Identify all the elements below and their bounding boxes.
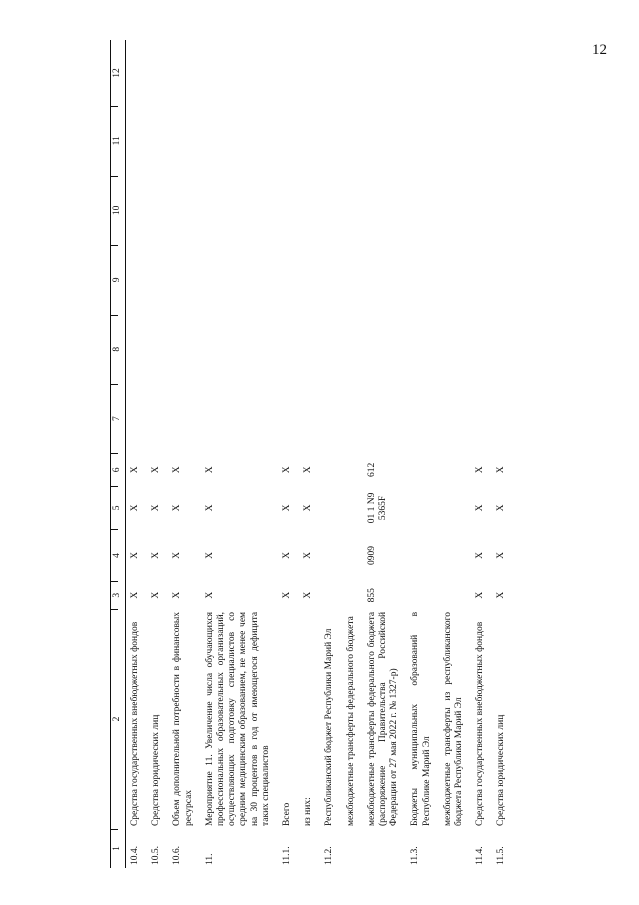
col9-cell [363,245,407,314]
col6-cell: Х [172,466,183,474]
col10-cell [363,176,407,246]
row-description-cell: межбюджетные трансферты из республиканского бюджета Республики Марий Эл [442,611,465,827]
col7-cell [278,384,299,453]
col6-cell: Х [475,466,486,474]
col6-cell [320,453,341,486]
column-number-row [111,40,126,868]
col3-cell: Х [151,591,162,599]
col10-cell [342,176,363,246]
row-number-cell: 11.1. [282,846,293,865]
col4-cell: 0909 [366,545,377,565]
col4-cell: Х [303,552,314,559]
row-description-cell: межбюджетные трансферты федерального бюджета [345,616,356,827]
table-row [342,40,363,868]
col-header-2: 2 [111,609,126,829]
table-row [278,40,299,868]
table-body [126,40,514,868]
col3-cell: Х [204,591,215,599]
col4-cell: Х [282,552,293,559]
col11-cell [320,106,341,176]
col-header-7: 7 [111,384,126,453]
col9-cell [342,245,363,314]
col12-cell [278,40,299,106]
table-row [406,40,438,868]
col4-cell: Х [496,552,507,559]
table-row [126,40,148,868]
col6-cell: 612 [366,462,377,477]
col3-cell [320,581,341,608]
col10-cell [320,176,341,246]
table-row [363,40,407,868]
col-header-3: 3 [111,581,126,608]
table-row [147,40,168,868]
col9-cell [126,245,148,314]
col5-cell: Х [282,504,293,512]
table-row [299,40,320,868]
col5-cell: Х [172,504,183,512]
row-description-cell: Мероприятие 11. Увеличение числа обучающихся профессиональных образовательных организаций, осуществляющих подготовку специалистов со средним медицинским образованием, не менее чем на 30 процентов в год от имеющегося дефицита таких специалистов [204,611,271,827]
row-number-cell: 11.4. [475,846,486,865]
col12-cell [439,40,471,106]
col12-cell [406,40,438,106]
col5-cell [439,486,471,529]
col7-cell [168,384,200,453]
col6-cell [406,453,438,486]
row-number-cell: 11.2. [324,846,335,865]
col12-cell [363,40,407,106]
row-description-cell: Средства государственных внебюджетных фондов [130,621,140,827]
col9-cell [320,245,341,314]
col3-cell: Х [496,591,507,599]
col5-cell [320,486,341,529]
table-row [471,40,492,868]
row-description-cell: Средства юридических лиц [151,714,162,827]
col4-cell: Х [172,552,183,559]
col4-cell: Х [151,552,162,559]
col3-cell: Х [282,591,293,599]
col8-cell [342,315,363,384]
col9-cell [168,245,200,314]
col11-cell [299,106,320,176]
col3-cell [439,581,471,608]
col11-cell [406,106,438,176]
col12-cell [201,40,278,106]
col8-cell [492,315,513,384]
col12-cell [168,40,200,106]
col7-cell [439,384,471,453]
col8-cell [126,315,148,384]
col-header-10: 10 [111,176,126,246]
col9-cell [278,245,299,314]
row-number-cell [342,829,363,868]
col12-cell [320,40,341,106]
col12-cell [471,40,492,106]
col12-cell [492,40,513,106]
table-row [320,40,341,868]
row-description-cell: Республиканский бюджет Республики Марий Эл [324,628,335,827]
col8-cell [168,315,200,384]
col8-cell [363,315,407,384]
col11-cell [168,106,200,176]
col11-cell [201,106,278,176]
col5-cell: Х [303,504,314,512]
col8-cell [278,315,299,384]
col10-cell [471,176,492,246]
col3-cell [406,581,438,608]
row-number-cell [439,829,471,868]
col8-cell [147,315,168,384]
col8-cell [201,315,278,384]
col9-cell [201,245,278,314]
table-row [168,40,200,868]
table-row [492,40,513,868]
col8-cell [406,315,438,384]
row-description-cell: межбюджетные трансферты федерального бюджета (распоряжение Правительства Российской Федерации от 27 мая 2022 г. № 1327-р) [366,611,400,827]
col4-cell: Х [475,552,486,559]
col6-cell [439,453,471,486]
col5-cell: Х [204,504,215,512]
col6-cell: Х [151,466,162,474]
row-number-cell [363,829,407,868]
row-number-cell: 11.5. [496,846,507,865]
col4-cell [320,529,341,581]
col7-cell [406,384,438,453]
col3-cell: Х [303,591,314,599]
row-description-cell: Бюджеты муниципальных образований в Республике Марий Эл [410,611,432,827]
col5-cell: Х [130,504,140,512]
row-description-cell: Всего [282,802,293,827]
col-header-5: 5 [111,486,126,529]
col-header-6: 6 [111,453,126,486]
col12-cell [342,40,363,106]
col12-cell [147,40,168,106]
row-number-cell: 11. [204,853,215,865]
col9-cell [147,245,168,314]
col-header-12: 12 [111,40,126,106]
col3-cell [342,581,363,608]
col11-cell [126,106,148,176]
col7-cell [147,384,168,453]
col10-cell [126,176,148,246]
col4-cell: Х [204,552,215,559]
col11-cell [471,106,492,176]
col10-cell [278,176,299,246]
row-description-cell: Средства юридических лиц [496,714,507,827]
col10-cell [406,176,438,246]
col-header-1: 1 [111,829,126,868]
col5-cell [342,486,363,529]
row-description-cell: из них: [303,797,314,827]
col7-cell [126,384,148,453]
table-row [439,40,471,868]
col5-cell: Х [151,504,162,512]
col10-cell [439,176,471,246]
budget-table [110,40,514,868]
col7-cell [492,384,513,453]
col9-cell [299,245,320,314]
row-number-cell: 10.4. [130,846,140,865]
col-header-11: 11 [111,106,126,176]
col10-cell [299,176,320,246]
rotated-table-container [110,40,530,868]
row-number-cell: 10.6. [172,846,183,865]
col6-cell: Х [303,466,314,474]
col6-cell: Х [130,466,140,474]
col5-cell: Х [496,504,507,512]
col8-cell [299,315,320,384]
col5-cell: Х [475,504,486,512]
row-number-cell [299,829,320,868]
col12-cell [299,40,320,106]
page-number: 12 [592,42,607,58]
col12-cell [126,40,148,106]
col8-cell [320,315,341,384]
col3-cell: 855 [366,588,377,603]
col10-cell [201,176,278,246]
col11-cell [439,106,471,176]
row-description-cell: Средства государственных внебюджетных фондов [475,621,486,827]
col4-cell: Х [130,552,140,559]
row-number-cell: 10.5. [151,846,162,865]
col4-cell [342,529,363,581]
col8-cell [439,315,471,384]
col10-cell [168,176,200,246]
col11-cell [492,106,513,176]
col7-cell [471,384,492,453]
col6-cell: Х [204,466,215,474]
col11-cell [363,106,407,176]
col6-cell: Х [496,466,507,474]
col7-cell [320,384,341,453]
col6-cell: Х [282,466,293,474]
col4-cell [439,529,471,581]
col7-cell [299,384,320,453]
col6-cell [342,453,363,486]
row-description-cell: Объем дополнительной потребности в финансовых ресурсах [172,611,194,827]
col11-cell [278,106,299,176]
col9-cell [406,245,438,314]
col7-cell [201,384,278,453]
col9-cell [492,245,513,314]
col7-cell [363,384,407,453]
col11-cell [147,106,168,176]
col9-cell [471,245,492,314]
table-row [201,40,278,868]
col3-cell: Х [172,591,183,599]
col-header-9: 9 [111,245,126,314]
row-number-cell: 11.3. [410,846,421,865]
col11-cell [342,106,363,176]
col10-cell [147,176,168,246]
col9-cell [439,245,471,314]
col-header-4: 4 [111,529,126,581]
col10-cell [492,176,513,246]
col8-cell [471,315,492,384]
col3-cell: Х [130,591,140,599]
col5-cell: 01 1 N9 5365F [366,492,389,524]
col7-cell [342,384,363,453]
col4-cell [406,529,438,581]
col5-cell [406,486,438,529]
col3-cell: Х [475,591,486,599]
col-header-8: 8 [111,315,126,384]
